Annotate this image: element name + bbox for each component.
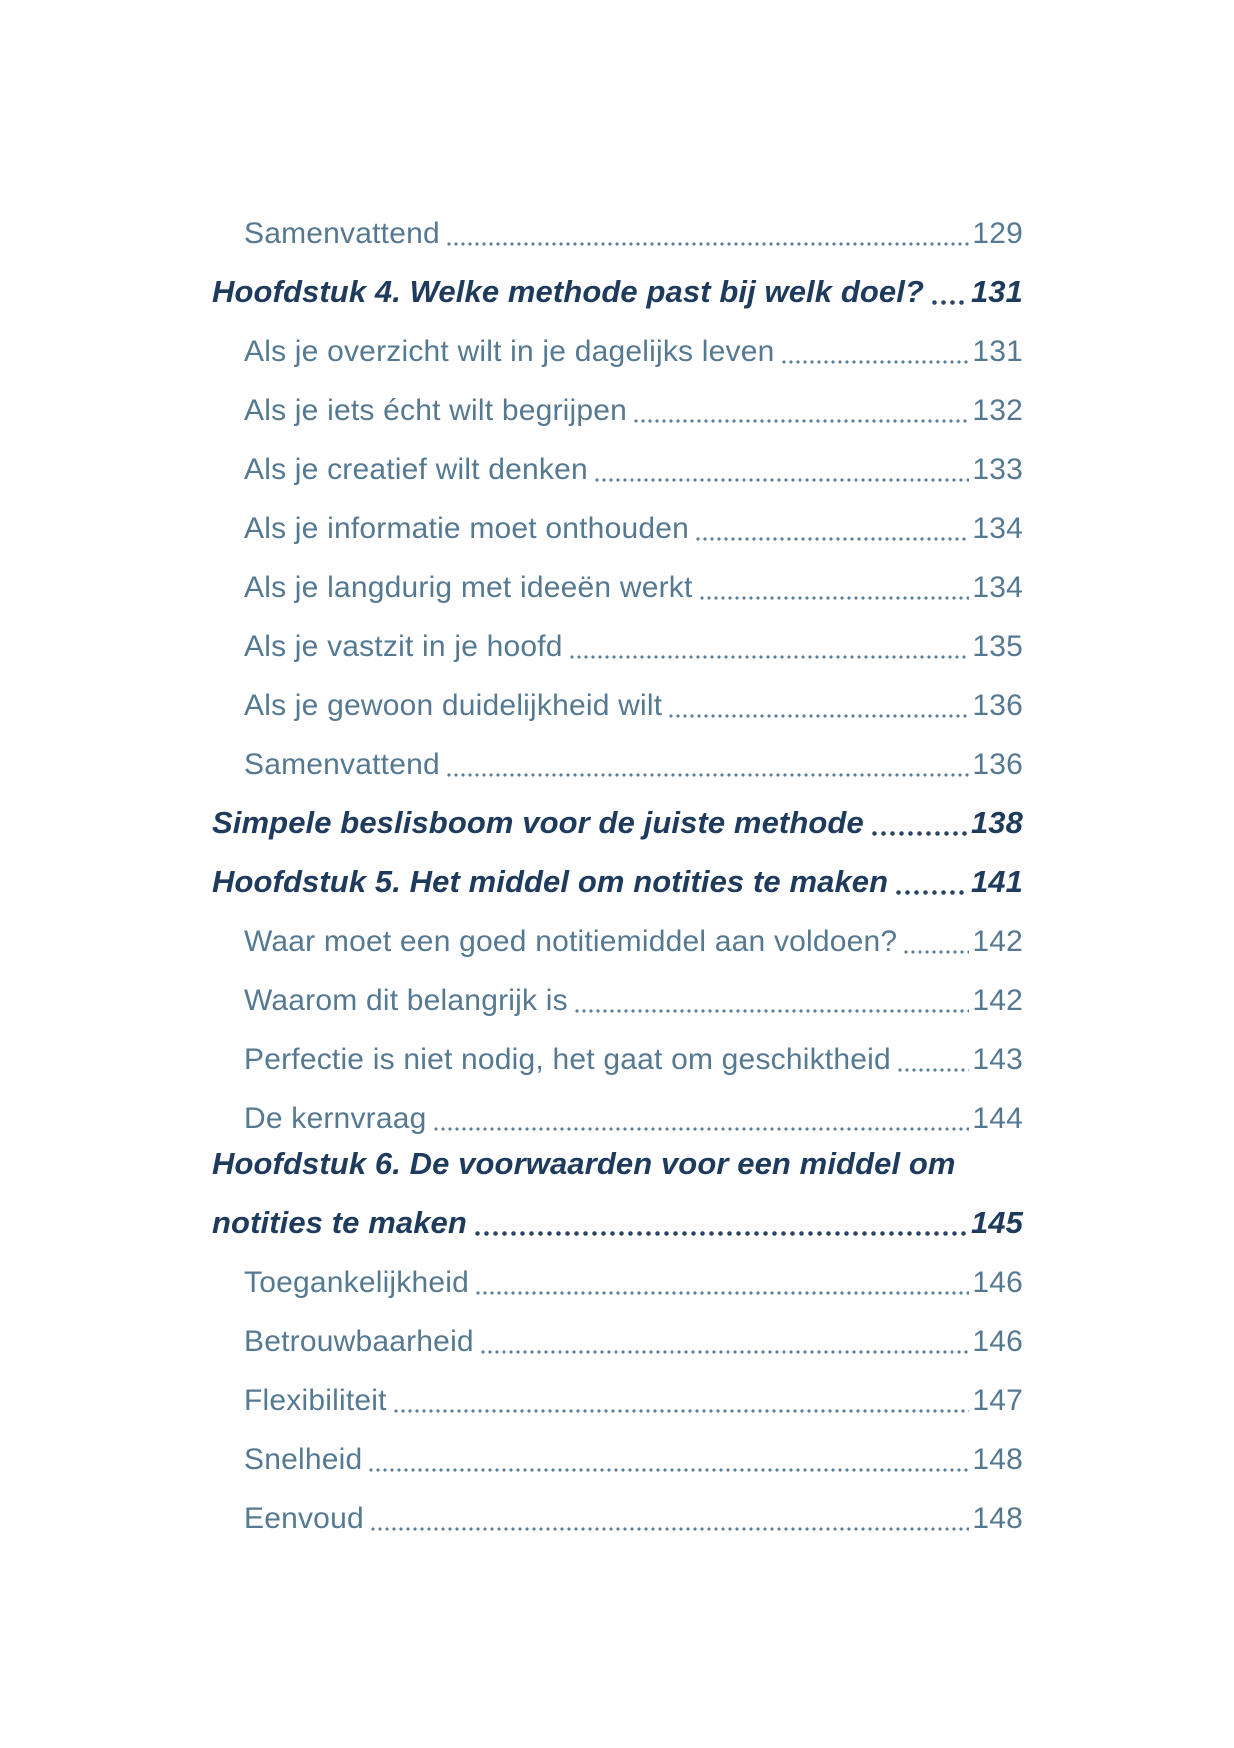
toc-entry-label: notities te maken [212,1205,467,1240]
toc-entry[interactable] [212,1428,1023,1487]
toc-entry-label: Waar moet een goed notitiemiddel aan voldoen? [244,925,898,958]
toc-entry-label: Als je overzicht wilt in je dagelijks leven [244,335,775,368]
dot-leader [700,596,970,600]
dot-leader [696,537,969,541]
toc-entry-label: Simpele beslisboom voor de juiste methode [212,805,864,840]
toc-entry-page-number: 142 [972,925,1023,958]
toc-entry-page-number: 134 [972,512,1023,545]
toc-entry-label: Samenvattend [244,748,440,781]
dot-leader [904,950,969,954]
toc-entry-label: Als je creatief wilt denken [244,453,588,486]
toc-entry[interactable] [212,438,1023,497]
toc-entry[interactable] [212,556,1023,615]
toc-entry-label: Flexibiliteit [244,1384,387,1417]
toc-entry-page-number: 136 [972,748,1023,781]
toc-entry-label: Als je gewoon duidelijkheid wilt [244,689,663,722]
toc-entry[interactable] [212,497,1023,556]
dot-leader [575,1009,970,1013]
toc-entry-page-number: 134 [972,571,1023,604]
dot-leader [782,360,970,364]
dot-leader [669,714,969,718]
toc-entry-page-number: 135 [972,630,1023,663]
toc-entry-page-number: 133 [972,453,1023,486]
dot-leader [898,1068,969,1072]
toc-entry[interactable] [212,674,1023,733]
toc-entry[interactable] [212,1369,1023,1428]
toc-entry-page-number: 131 [972,335,1023,368]
toc-entry-page-number: 131 [970,274,1023,309]
toc-entry-label: Hoofdstuk 5. Het middel om notities te maken [212,864,889,899]
toc-entry-page-number: 146 [972,1266,1023,1299]
toc-entry-page-number: 129 [972,217,1023,250]
toc-entry[interactable] [212,615,1023,674]
toc-entry[interactable] [212,733,1023,792]
toc-entry-label: Hoofdstuk 4. Welke methode past bij welk doel? [212,274,924,309]
toc-entry[interactable] [212,320,1023,379]
toc-entry-label: Waarom dit belangrijk is [244,984,568,1017]
toc-entry[interactable] [212,202,1023,261]
dot-leader [476,1291,969,1295]
toc-entry-page-number: 142 [972,984,1023,1017]
toc-entry[interactable] [212,910,1023,969]
toc-entry-page-number: 132 [972,394,1023,427]
toc-entry[interactable] [212,1310,1023,1369]
dot-leader [595,478,969,482]
dot-leader [475,1231,967,1236]
dot-leader [872,831,967,836]
table-of-contents [212,202,1023,1546]
toc-entry-page-number: 147 [972,1384,1023,1417]
dot-leader [481,1350,970,1354]
dot-leader [371,1527,970,1531]
dot-leader [896,890,967,895]
toc-entry-page-number: 146 [972,1325,1023,1358]
dot-leader [394,1409,970,1413]
toc-entry-label: Toegankelijkheid [244,1266,470,1299]
toc-entry[interactable] [212,1251,1023,1310]
dot-leader [434,1127,970,1131]
toc-entry-page-number: 138 [970,805,1023,840]
toc-entry-label: Als je informatie moet onthouden [244,512,689,545]
toc-entry-label: Als je langdurig met ideeën werkt [244,571,693,604]
toc-entry-page-number: 141 [970,864,1023,899]
toc-entry[interactable] [212,1487,1023,1546]
toc-entry-label: Perfectie is niet nodig, het gaat om geschiktheid [244,1043,891,1076]
toc-entry[interactable] [212,379,1023,438]
toc-entry-label: Als je iets écht wilt begrijpen [244,394,628,427]
toc-entry[interactable] [212,1087,1023,1146]
dot-leader [570,655,970,659]
toc-entry-label: Eenvoud [244,1502,364,1535]
toc-entry-page-number: 144 [972,1102,1023,1135]
toc-entry-label: Samenvattend [244,217,440,250]
toc-entry-page-number: 145 [970,1205,1023,1240]
toc-entry[interactable] [212,1192,1023,1251]
dot-leader [634,419,969,423]
toc-entry[interactable] [212,1146,1023,1192]
dot-leader [369,1468,969,1472]
dot-leader [447,773,969,777]
toc-entry-label: Hoofdstuk 6. De voorwaarden voor een middel om [212,1146,956,1181]
toc-entry[interactable] [212,261,1023,320]
toc-entry-page-number: 148 [972,1443,1023,1476]
toc-entry-page-number: 136 [972,689,1023,722]
dot-leader [932,300,967,305]
toc-entry-label: Snelheid [244,1443,363,1476]
toc-entry[interactable] [212,969,1023,1028]
toc-entry-label: De kernvraag [244,1102,427,1135]
toc-entry-label: Betrouwbaarheid [244,1325,474,1358]
toc-entry-page-number: 143 [972,1043,1023,1076]
toc-entry-label: Als je vastzit in je hoofd [244,630,563,663]
toc-entry[interactable] [212,851,1023,910]
toc-entry-page-number: 148 [972,1502,1023,1535]
dot-leader [447,242,969,246]
toc-entry[interactable] [212,792,1023,851]
toc-entry[interactable] [212,1028,1023,1087]
